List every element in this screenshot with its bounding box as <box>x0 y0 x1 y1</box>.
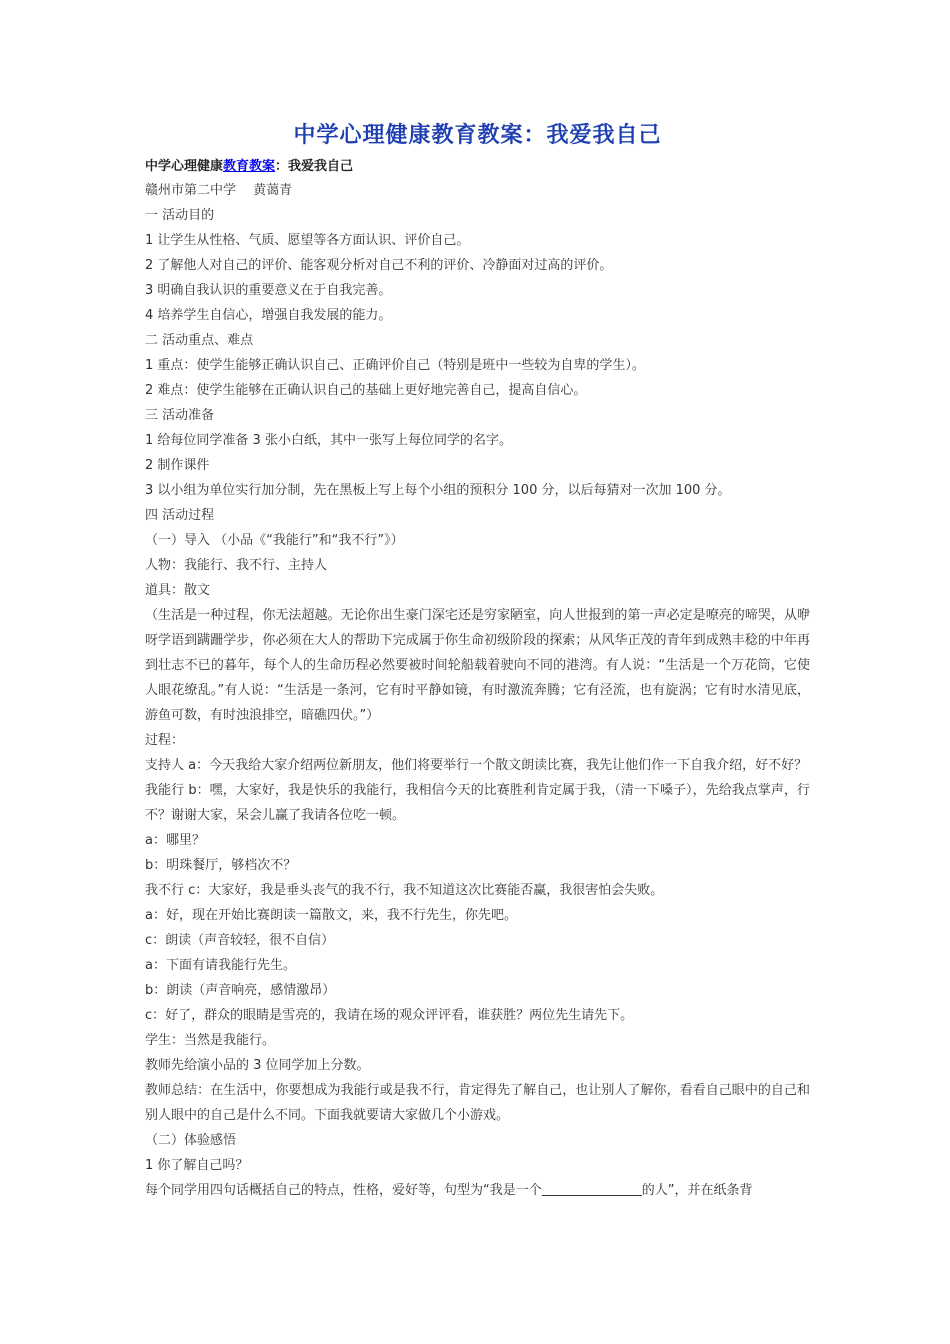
text-line: a：好，现在开始比赛朗读一篇散文，来，我不行先生，你先吧。 <box>145 908 517 923</box>
document-page <box>145 118 810 1203</box>
section-lines-2 <box>145 728 810 1178</box>
text-line: 支持人 a：今天我给大家介绍两位新朋友，他们将要举行一个散文朗读比赛，我先让他们作一下自我介绍，好不好？ <box>145 758 808 773</box>
text-line: 3 明确自我认识的重要意义在于自我完善。 <box>145 283 392 298</box>
text-line: 过程： <box>145 733 185 748</box>
subtitle-suffix: ：我爱我自己 <box>275 159 354 174</box>
text-line: 教师先给演小品的 3 位同学加上分数。 <box>145 1058 370 1073</box>
text-line: c：好了，群众的眼睛是雪亮的，我请在场的观众评评看，谁获胜？两位先生请先下。 <box>145 1008 634 1023</box>
text-line: 学生：当然是我能行。 <box>145 1033 276 1048</box>
text-line: b：明珠餐厅，够档次不？ <box>145 858 297 873</box>
text-line: 人物：我能行、我不行、主持人 <box>145 558 328 573</box>
last-line <box>145 1178 810 1203</box>
text-line: 1 重点：使学生能够正确认识自己、正确评价自己（特别是班中一些较为自卑的学生）。 <box>145 358 645 373</box>
page-title: 中学心理健康教育教案：我爱我自己 <box>293 123 662 148</box>
text-line: 教师总结：在生活中，你要想成为我能行或是我不行，肯定得先了解自己，也让别人了解你，看看自己眼中的自己和别人眼中的自己是什么不同。下面我就要请大家做几个小游戏。 <box>145 1083 810 1123</box>
heading-process: 四 活动过程 <box>145 508 215 523</box>
text-line: 4 培养学生自信心，增强自我发展的能力。 <box>145 308 392 323</box>
text-line: 道具：散文 <box>145 583 211 598</box>
text-line: a：下面有请我能行先生。 <box>145 958 296 973</box>
text-line: 2 了解他人对自己的评价、能客观分析对自己不利的评价、冷静面对过高的评价。 <box>145 258 613 273</box>
text-line: 3 以小组为单位实行加分制，先在黑板上写上每个小组的预积分 100 分，以后每猜对一次加 100 分。 <box>145 483 731 498</box>
text-line: （一）导入 （小品《“我能行”和“我不行”》） <box>145 533 404 548</box>
heading-objectives: 一 活动目的 <box>145 208 215 223</box>
subtitle-prefix: 中学心理健康 <box>145 159 224 174</box>
text-line: （二）体验感悟 <box>145 1133 237 1148</box>
fill-blank <box>542 1181 642 1196</box>
essay-paragraph: （生活是一种过程，你无法超越。无论你出生豪门深宅还是穷家陋室，向人世报到的第一声必定是嘹亮的啼哭，从咿呀学语到蹒跚学步，你必须在大人的帮助下完成属于你生命初级阶段的探索；从风华正茂的青年到成熟丰稔的中年再到壮志不已的暮年，每个人的生命历程必然要被时间轮船载着驶向不同的港湾。有人说：“生活是一个万花筒，它使人眼花缭乱。”有人说：“生活是一条河，它有时平静如镜，有时激流奔腾；它有泾流，也有旋涡；它有时水清见底，游鱼可数，有时浊浪排空，暗礁四伏。”） <box>145 608 810 723</box>
text-line: 1 让学生从性格、气质、愿望等各方面认识、评价自己。 <box>145 233 470 248</box>
last-line-after: 的人”，并在纸条背 <box>641 1183 753 1198</box>
subtitle-link[interactable]: 教育教案 <box>223 159 276 174</box>
text-line: 2 制作课件 <box>145 458 210 473</box>
text-line: 赣州市第二中学 黄蔼青 <box>145 183 293 198</box>
text-line: 我不行 c：大家好，我是垂头丧气的我不行，我不知道这次比赛能否赢，我很害怕会失败。 <box>145 883 664 898</box>
subtitle <box>145 156 810 178</box>
text-line: a：哪里？ <box>145 833 205 848</box>
heading-preparation: 三 活动准备 <box>145 408 215 423</box>
last-line-before: 每个同学用四句话概括自己的特点，性格，爱好等，句型为“我是一个 <box>145 1183 542 1198</box>
heading-focus: 二 活动重点、难点 <box>145 333 254 348</box>
text-line: 1 你了解自己吗？ <box>145 1158 249 1173</box>
text-line: 2 难点：使学生能够在正确认识自己的基础上更好地完善自己，提高自信心。 <box>145 383 587 398</box>
text-line: b：朗读（声音响亮，感情激昂） <box>145 983 336 998</box>
text-line: c：朗读（声音较轻，很不自信） <box>145 933 335 948</box>
text-line: 我能行 b：嘿，大家好，我是快乐的我能行，我相信今天的比赛胜利肯定属于我，（清一下嗓子），先给我点掌声，行不？谢谢大家，呆会儿赢了我请各位吃一顿。 <box>145 783 810 823</box>
section-lines <box>145 178 810 603</box>
text-line: 1 给每位同学准备 3 张小白纸，其中一张写上每位同学的名字。 <box>145 433 512 448</box>
